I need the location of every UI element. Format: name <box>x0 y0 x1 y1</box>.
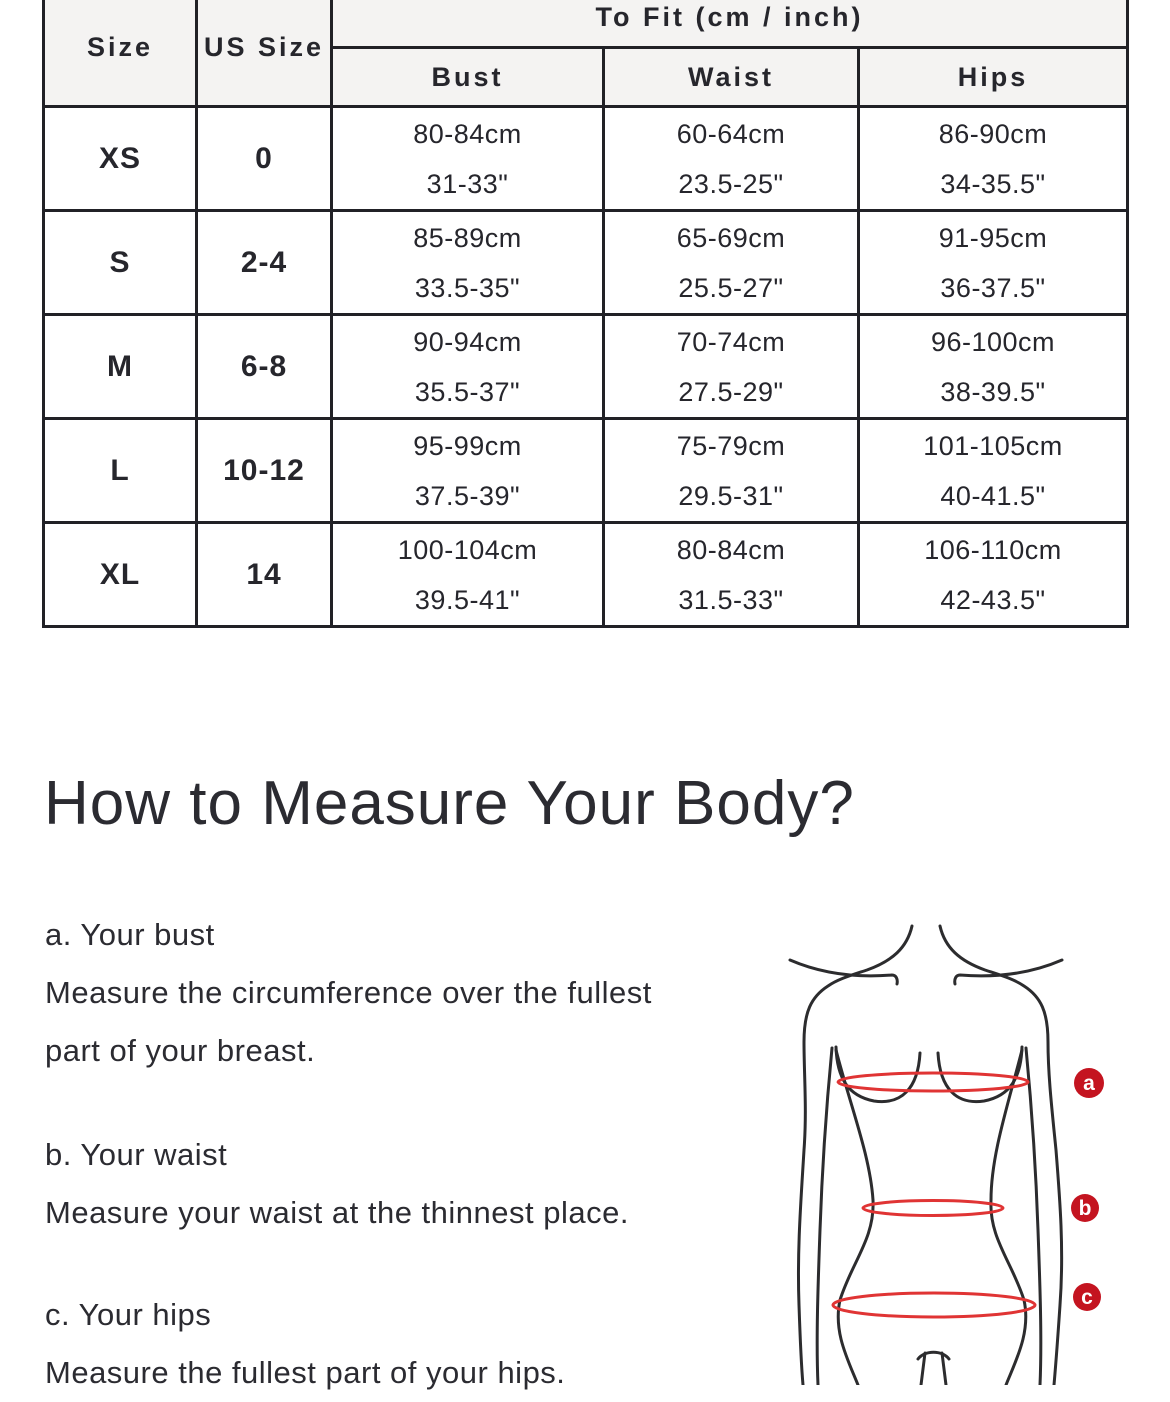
instruction-waist-label: b. Your waist <box>45 1137 228 1172</box>
column-header-hips: Hips <box>859 48 1128 107</box>
marker-b-label: b <box>1078 1197 1092 1220</box>
cell-hips <box>859 107 1128 211</box>
hips-inch: 42-43.5" <box>940 584 1046 615</box>
hips-cm: 86-90cm <box>938 118 1048 149</box>
instruction-bust-label: a. Your bust <box>45 917 215 952</box>
size-label: XL <box>44 523 197 627</box>
size-chart-table <box>42 0 1129 628</box>
right-torso-line <box>991 1050 1026 1385</box>
hips-cm: 91-95cm <box>938 222 1048 253</box>
us-size-label: 0 <box>197 107 332 211</box>
marker-c-label: c <box>1081 1286 1093 1309</box>
bust-cm: 80-84cm <box>413 118 522 149</box>
bust-measure-line <box>838 1073 1028 1091</box>
hips-cm: 96-100cm <box>930 326 1056 357</box>
bust-cm: 90-94cm <box>413 326 522 357</box>
table-row-s <box>44 211 1128 315</box>
bust-inch: 35.5-37" <box>414 376 521 407</box>
waist-cm: 75-79cm <box>676 430 786 461</box>
cell-hips <box>859 211 1128 315</box>
waist-inch: 31.5-33" <box>678 584 784 615</box>
instruction-bust-line1: Measure the circumference over the fullest <box>45 975 652 1010</box>
cell-waist <box>604 315 859 419</box>
waist-inch: 23.5-25" <box>678 168 784 199</box>
us-size-label: 10-12 <box>197 419 332 523</box>
cell-bust <box>332 211 604 315</box>
hips-inch: 36-37.5" <box>940 272 1046 303</box>
crotch-detail-line <box>918 1352 949 1385</box>
table-row-l <box>44 419 1128 523</box>
left-inner-arm-line <box>817 1048 832 1385</box>
bust-inch: 39.5-41" <box>414 584 521 615</box>
cell-hips <box>859 315 1128 419</box>
marker-a-label: a <box>1083 1072 1095 1095</box>
column-header-waist: Waist <box>604 48 859 107</box>
hips-inch: 40-41.5" <box>940 480 1046 511</box>
waist-inch: 29.5-31" <box>678 480 784 511</box>
waist-cm: 60-64cm <box>676 118 786 149</box>
column-header-us-size: US Size <box>197 0 332 107</box>
instruction-waist-line1: Measure your waist at the thinnest place. <box>45 1195 629 1230</box>
how-to-measure-title: How to Measure Your Body? <box>44 769 855 838</box>
waist-cm: 70-74cm <box>676 326 786 357</box>
size-label: XS <box>44 107 197 211</box>
body-measurement-diagram <box>780 900 1170 1385</box>
hips-inch: 34-35.5" <box>940 168 1046 199</box>
hips-measure-line <box>833 1293 1035 1317</box>
table-header-row-top <box>44 0 1128 48</box>
us-size-label: 6-8 <box>197 315 332 419</box>
instruction-waist <box>45 1126 785 1242</box>
column-header-size: Size <box>44 0 197 107</box>
cell-hips <box>859 523 1128 627</box>
waist-cm: 80-84cm <box>676 534 786 565</box>
bust-cm: 85-89cm <box>413 222 522 253</box>
cell-bust <box>332 315 604 419</box>
instruction-hips-line1: Measure the fullest part of your hips. <box>45 1355 566 1390</box>
instruction-bust <box>45 906 785 1080</box>
hips-cm: 101-105cm <box>923 430 1063 461</box>
us-size-label: 2-4 <box>197 211 332 315</box>
waist-cm: 65-69cm <box>676 222 786 253</box>
bust-inch: 33.5-35" <box>414 272 521 303</box>
instruction-bust-line2: part of your breast. <box>45 1033 316 1068</box>
bust-inch: 37.5-39" <box>414 480 521 511</box>
cell-waist <box>604 419 859 523</box>
cell-bust <box>332 523 604 627</box>
column-header-bust: Bust <box>332 48 604 107</box>
waist-inch: 25.5-27" <box>678 272 784 303</box>
table-row-xs <box>44 107 1128 211</box>
waist-measure-line <box>863 1201 1003 1216</box>
instruction-hips-label: c. Your hips <box>45 1297 212 1332</box>
cell-hips <box>859 419 1128 523</box>
cell-waist <box>604 211 859 315</box>
waist-inch: 27.5-29" <box>678 376 784 407</box>
table-row-m <box>44 315 1128 419</box>
right-inner-arm-line <box>1026 1048 1041 1385</box>
size-label: M <box>44 315 197 419</box>
table-row-xl <box>44 523 1128 627</box>
hips-inch: 38-39.5" <box>940 376 1046 407</box>
hips-cm: 106-110cm <box>924 534 1062 565</box>
column-header-to-fit: To Fit (cm / inch) <box>332 0 1128 48</box>
cell-bust <box>332 419 604 523</box>
cell-waist <box>604 523 859 627</box>
bust-cm: 95-99cm <box>413 430 522 461</box>
size-label: L <box>44 419 197 523</box>
size-label: S <box>44 211 197 315</box>
cell-waist <box>604 107 859 211</box>
us-size-label: 14 <box>197 523 332 627</box>
bust-inch: 31-33" <box>426 168 509 199</box>
cell-bust <box>332 107 604 211</box>
marker-badges <box>1071 1068 1104 1311</box>
bust-cm: 100-104cm <box>397 534 538 565</box>
